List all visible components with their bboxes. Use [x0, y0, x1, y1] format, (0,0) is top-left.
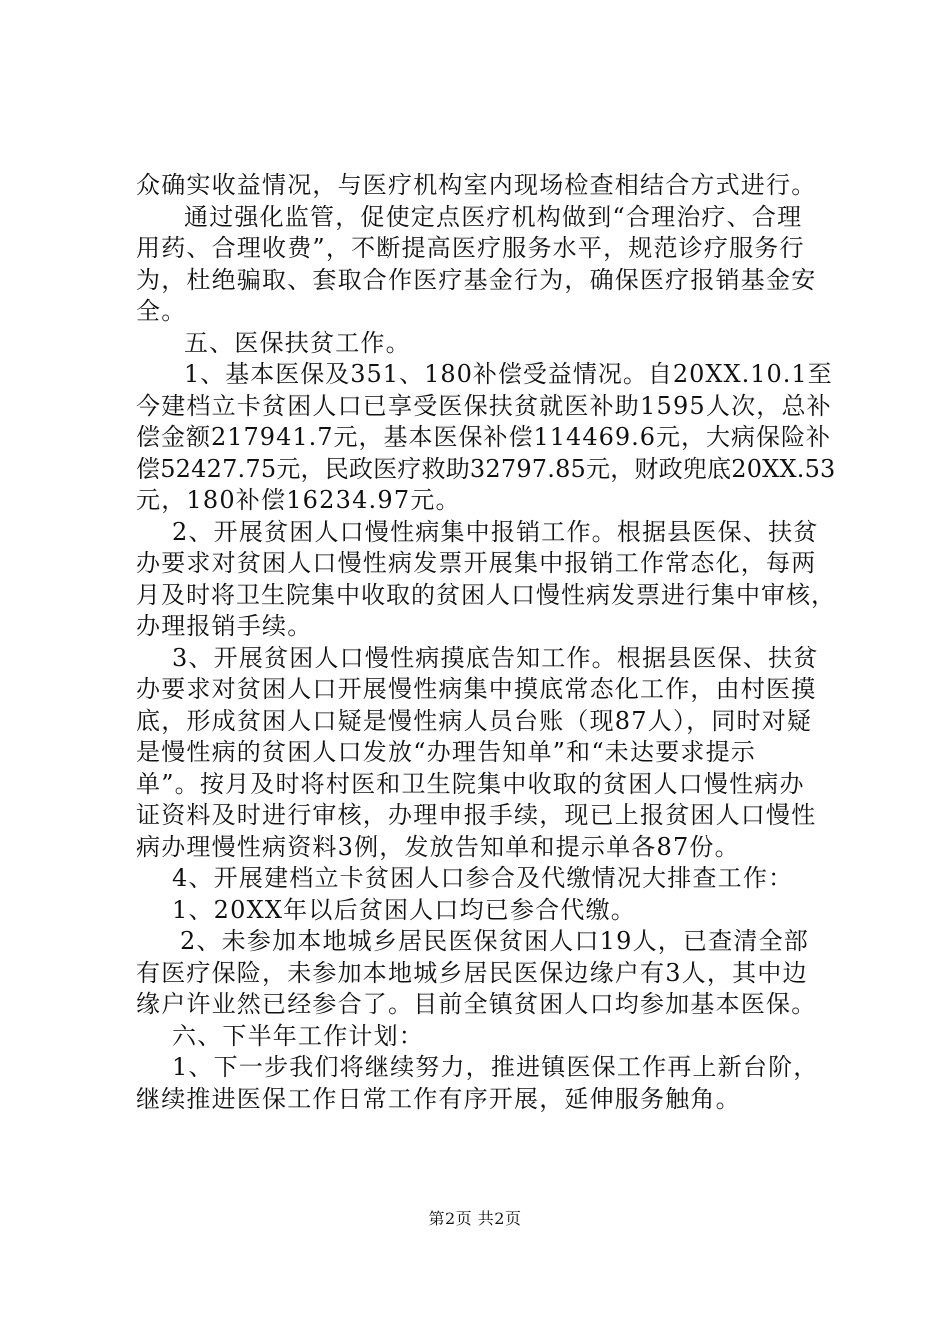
- text-line: 是慢性病的贫困人口发放“办理告知单”和“未达要求提示: [136, 738, 757, 766]
- text-line: 月及时将卫生院集中收取的贫困人口慢性病发票进行集中审核，: [136, 580, 836, 609]
- text-line: 4、开展建档立卡贫困人口参合及代缴情况大排查工作：: [172, 864, 794, 892]
- text-line: 证资料及时进行审核，办理申报手续，现已上报贫困人口慢性: [136, 801, 817, 829]
- text-line: 办要求对贫困人口慢性病发票开展集中报销工作常态化，每两: [136, 549, 817, 577]
- text-line: 全。: [136, 297, 187, 325]
- text-line: 偿52427.75元，民政医疗救助32797.85元，财政兜底20XX.53: [136, 454, 836, 483]
- text-line: 通过强化监管，促使定点医疗机构做到“合理治疗、合理: [184, 202, 803, 231]
- text-line: 单”。按月及时将村医和卫生院集中收取的贫困人口慢性病办: [136, 769, 805, 798]
- text-line: 用药、合理收费”，不断提高医疗服务水平，规范诊疗服务行: [136, 234, 805, 262]
- document-body: [136, 170, 836, 1115]
- text-line: 缘户许业然已经参合了。目前全镇贫困人口均参加基本医保。: [136, 990, 817, 1018]
- text-line: 办要求对贫困人口开展慢性病集中摸底常态化工作，由村医摸: [136, 675, 817, 703]
- text-line: 2、未参加本地城乡居民医保贫困人口19人，已查清全部: [180, 927, 810, 955]
- text-line: 偿金额217941.7元，基本医保补偿114469.6元，大病保险补: [136, 423, 832, 451]
- text-line: 底，形成贫困人口疑是慢性病人员台账（现87人），同时对疑: [136, 706, 813, 735]
- text-line: 病办理慢性病资料3例，发放告知单和提示单各87份。: [136, 832, 740, 861]
- text-line: 有医疗保险，未参加本地城乡居民医保边缘户有3人，其中边: [136, 958, 808, 987]
- text-line: 继续推进医保工作日常工作有序开展，延伸服务触角。: [136, 1084, 741, 1113]
- text-line: 1、基本医保及351、180补偿受益情况。自20XX.10.1至: [184, 360, 833, 388]
- text-line: 六、下半年工作计划：: [172, 1021, 424, 1050]
- text-line: 3、开展贫困人口慢性病摸底告知工作。根据县医保、扶贫: [172, 643, 819, 672]
- text-line: 今建档立卡贫困人口已享受医保扶贫就医补助1595人次，总补: [136, 391, 832, 420]
- text-line: 众确实收益情况，与医疗机构室内现场检查相结合方式进行。: [136, 171, 817, 199]
- text-line: 1、20XX年以后贫困人口均已参合代缴。: [172, 895, 636, 924]
- text-line: 办理报销手续。: [136, 612, 313, 640]
- text-line: 五、医保扶贫工作。: [184, 328, 411, 357]
- text-line: 为，杜绝骗取、套取合作医疗基金行为，确保医疗报销基金安: [136, 265, 817, 294]
- text-line: 元，180补偿16234.97元。: [136, 486, 461, 514]
- page-footer: 第2页 共2页: [428, 1209, 522, 1228]
- text-line: 2、开展贫困人口慢性病集中报销工作。根据县医保、扶贫: [172, 517, 819, 546]
- text-line: 1、下一步我们将继续努力，推进镇医保工作再上新台阶，: [172, 1053, 819, 1081]
